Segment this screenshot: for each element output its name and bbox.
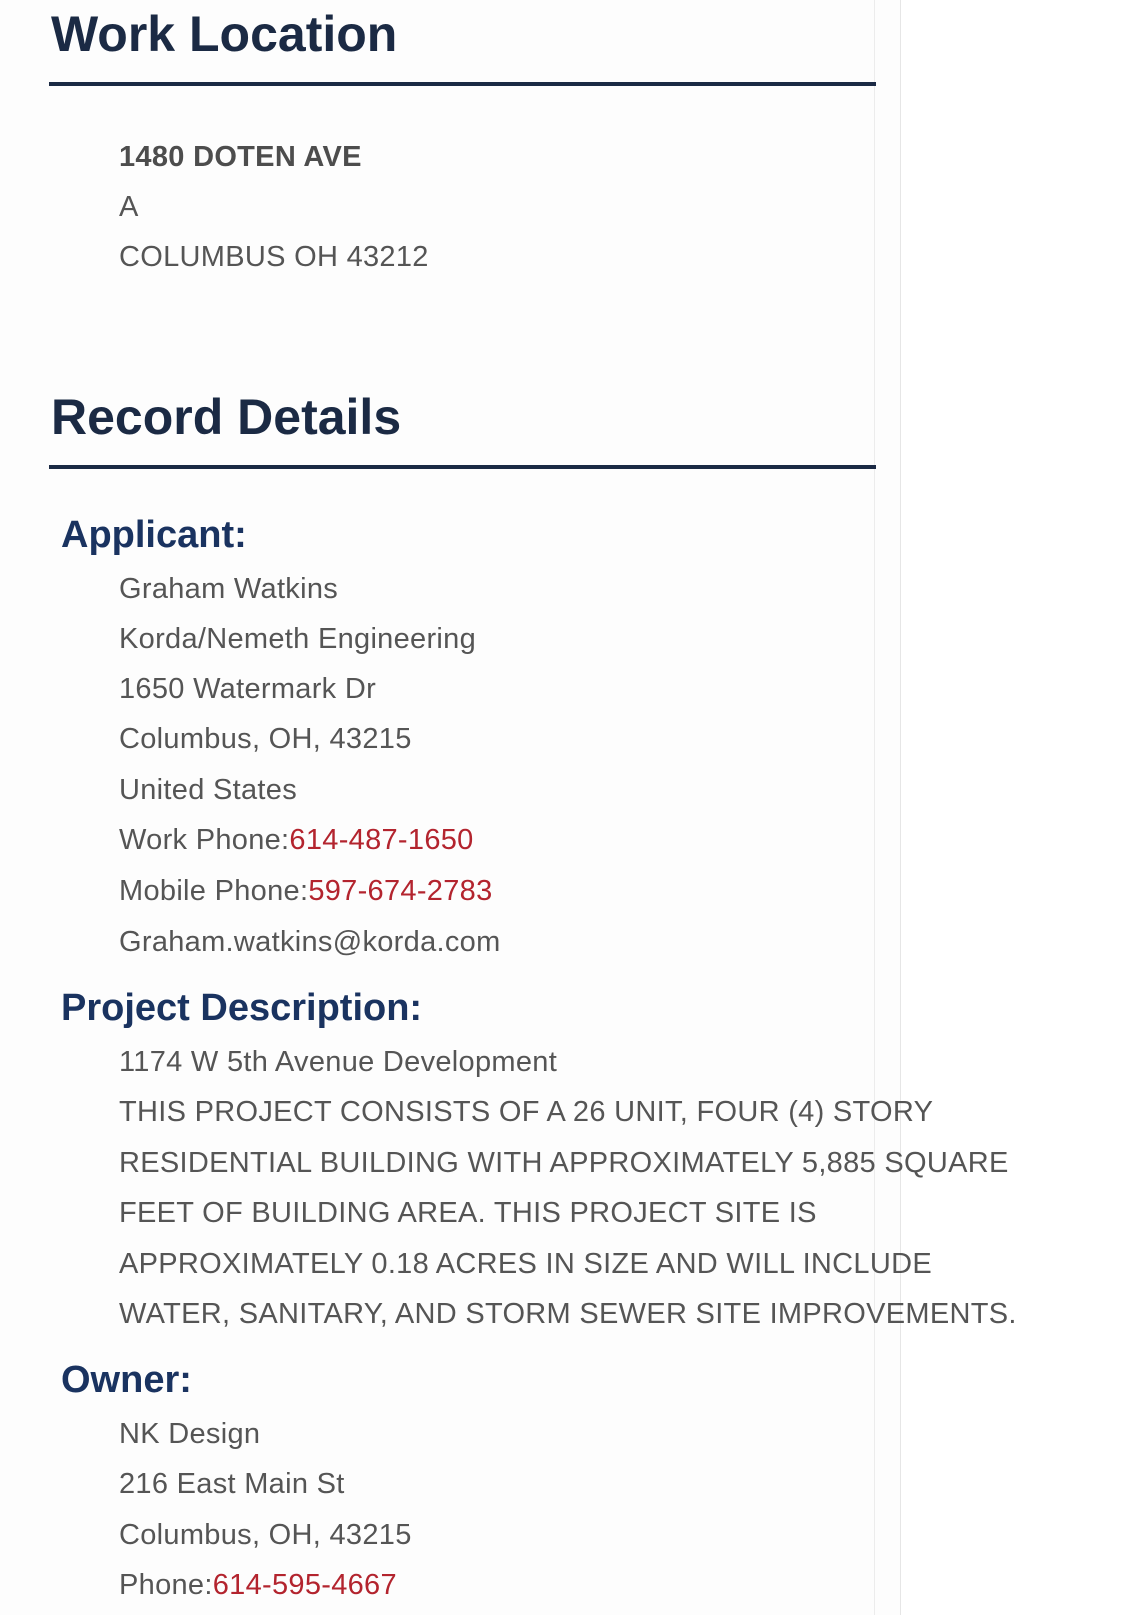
owner-phone-link[interactable]: 614-595-4667 xyxy=(212,1569,397,1601)
mobile-phone-link[interactable]: 597-674-2783 xyxy=(308,875,493,907)
mobile-phone-label: Mobile Phone: xyxy=(119,875,309,907)
project-description-line: WATER, SANITARY, AND STORM SEWER SITE IMPROVEMENTS. xyxy=(119,1298,1017,1330)
project-description-line: RESIDENTIAL BUILDING WITH APPROXIMATELY 5,885 SQUARE xyxy=(119,1147,1009,1179)
work-phone-label: Work Phone: xyxy=(119,824,290,856)
applicant-name: Graham Watkins xyxy=(119,573,339,605)
project-name: 1174 W 5th Avenue Development xyxy=(119,1046,558,1078)
panel-divider xyxy=(874,0,875,1615)
applicant-street: 1650 Watermark Dr xyxy=(119,673,377,705)
owner-name: NK Design xyxy=(119,1418,261,1450)
owner-phone-label: Phone: xyxy=(119,1569,213,1601)
owner-street: 216 East Main St xyxy=(119,1468,345,1500)
work-location-address-line2: A xyxy=(119,191,139,223)
owner-label: Owner: xyxy=(61,1359,192,1401)
project-description-label: Project Description: xyxy=(61,987,423,1029)
owner-city-state-zip: Columbus, OH, 43215 xyxy=(119,1519,412,1551)
owner-phone-row xyxy=(119,1571,397,1600)
applicant-label: Applicant: xyxy=(61,514,247,556)
work-location-divider xyxy=(49,82,876,86)
applicant-mobile-phone-row xyxy=(119,877,493,906)
work-location-city-state-zip: COLUMBUS OH 43212 xyxy=(119,241,429,273)
applicant-company: Korda/Nemeth Engineering xyxy=(119,623,477,655)
project-description-line: FEET OF BUILDING AREA. THIS PROJECT SITE IS xyxy=(119,1197,817,1229)
project-description-line: THIS PROJECT CONSISTS OF A 26 UNIT, FOUR (4) STORY xyxy=(119,1096,934,1128)
work-location-address-line1: 1480 DOTEN AVE xyxy=(119,141,362,173)
record-details-title: Record Details xyxy=(51,389,402,445)
work-phone-link[interactable]: 614-487-1650 xyxy=(289,824,474,856)
applicant-work-phone-row xyxy=(119,826,474,855)
record-details-divider xyxy=(49,465,876,469)
applicant-city-state-zip: Columbus, OH, 43215 xyxy=(119,723,412,755)
page-background xyxy=(901,0,1125,1615)
applicant-country: United States xyxy=(119,774,297,806)
work-location-title: Work Location xyxy=(51,6,398,62)
project-description-line: APPROXIMATELY 0.18 ACRES IN SIZE AND WILL INCLUDE xyxy=(119,1248,932,1280)
applicant-email: Graham.watkins@korda.com xyxy=(119,926,501,958)
